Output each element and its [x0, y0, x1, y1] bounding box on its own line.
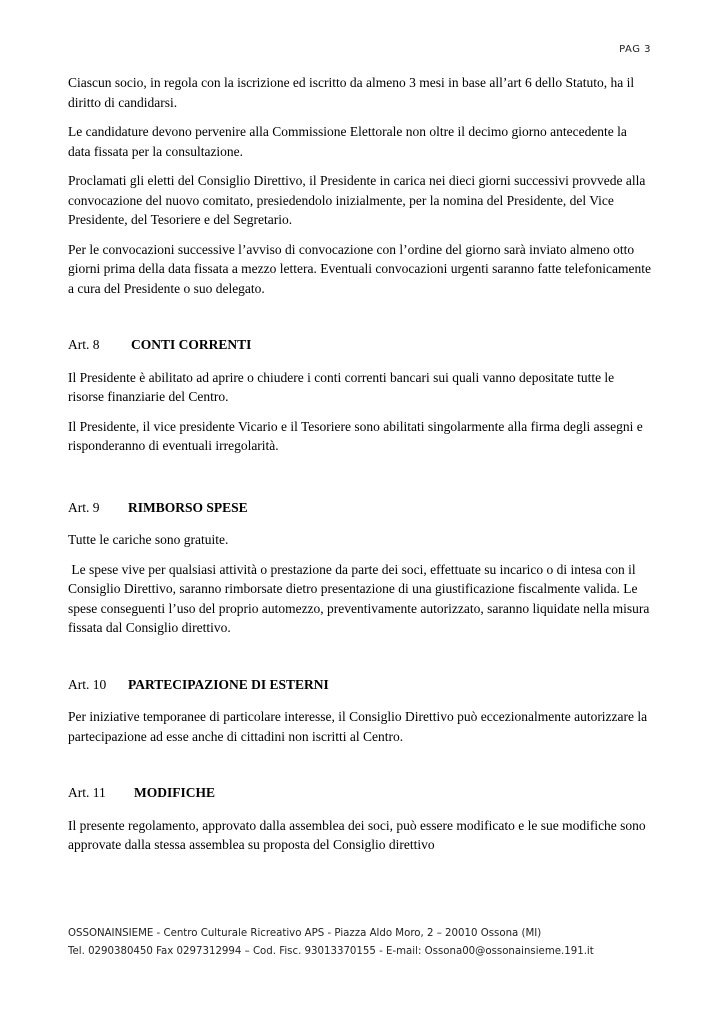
paragraph: Ciascun socio, in regola con la iscrizione ed iscritto da almeno 3 mesi in base all’art 6 dello Statuto, ha il diritto di candidarsi.: [68, 75, 635, 110]
article-heading: [68, 335, 652, 355]
article-heading: [68, 675, 652, 695]
article-number: Art. 11: [68, 785, 106, 800]
article-8: [68, 335, 652, 456]
article-heading: [68, 783, 652, 803]
paragraph: Il Presidente, il vice presidente Vicario e il Tesoriere sono abilitati singolarmente alla firma degli assegni e risponderanno di eventuali irregolarità.: [68, 418, 643, 453]
article-number: Art. 9: [68, 499, 100, 515]
page-number: PAG 3: [619, 44, 651, 55]
article-title: MODIFICHE: [134, 785, 215, 800]
paragraph: Per le convocazioni successive l’avviso di convocazione con l’ordine del giorno sarà inviato almeno otto giorni prima della data fissata a mezzo lettera. Eventuali convocazioni urgenti saranno fatte telefonicamente a cura del Presidente o suo delegato.: [68, 241, 651, 296]
document-body: [68, 73, 652, 855]
paragraph: Il presente regolamento, approvato dalla assemblea dei soci, può essere modificato e le sue modifiche sono approvate dalla stessa assemblea su proposta del Consiglio direttivo: [68, 817, 646, 852]
article-heading: [68, 498, 652, 518]
article-number: Art. 10: [68, 676, 107, 692]
page-footer: [68, 925, 668, 961]
article-title: RIMBORSO SPESE: [128, 499, 248, 515]
article-title: CONTI CORRENTI: [131, 337, 252, 352]
paragraph: Proclamati gli eletti del Consiglio Direttivo, il Presidente in carica nei dieci giorni successivi provvede alla convocazione del nuovo comitato, presiedendolo inizialmente, per la nomina del Presidente, del Vice Presidente, del Tesoriere e del Segretario.: [68, 173, 646, 227]
paragraph: Tutte le cariche sono gratuite.: [68, 532, 229, 547]
article-title: PARTECIPAZIONE DI ESTERNI: [128, 676, 329, 692]
article-number: Art. 8: [68, 337, 100, 352]
article-10: [68, 675, 652, 747]
paragraph: Il Presidente è abilitato ad aprire o chiudere i conti correnti bancari sui quali vanno depositate tutte le risorse finanziarie del Centro.: [68, 369, 615, 404]
paragraph: Le spese vive per qualsiasi attività o prestazione da parte dei soci, effettuate su incarico o di intesa con il Consiglio Direttivo, saranno rimborsate dietro presentazione di una giustificazione fiscalmente valida. Le spese conseguenti l’uso del proprio automezzo, preventivamente autorizzato, saranno liquidate nella misura fissata dal Consiglio direttivo.: [68, 561, 653, 635]
footer-contacts: Tel. 0290380450 Fax 0297312994 – Cod. Fisc. 93013370155 - E-mail: Ossona00@ossonainsieme.191.it: [68, 946, 594, 957]
paragraph: Per iniziative temporanee di particolare interesse, il Consiglio Direttivo può eccezionalmente autorizzare la partecipazione ad esse anche di cittadini non iscritti al Centro.: [68, 709, 648, 744]
article-11: [68, 783, 652, 855]
intro-section: [68, 73, 652, 298]
article-9: [68, 498, 652, 638]
footer-address: OSSONAINSIEME - Centro Culturale Ricreativo APS - Piazza Aldo Moro, 2 – 20010 Ossona (MI): [68, 928, 542, 939]
paragraph: Le candidature devono pervenire alla Commissione Elettorale non oltre il decimo giorno antecedente la data fissata per la consultazione.: [68, 124, 627, 159]
